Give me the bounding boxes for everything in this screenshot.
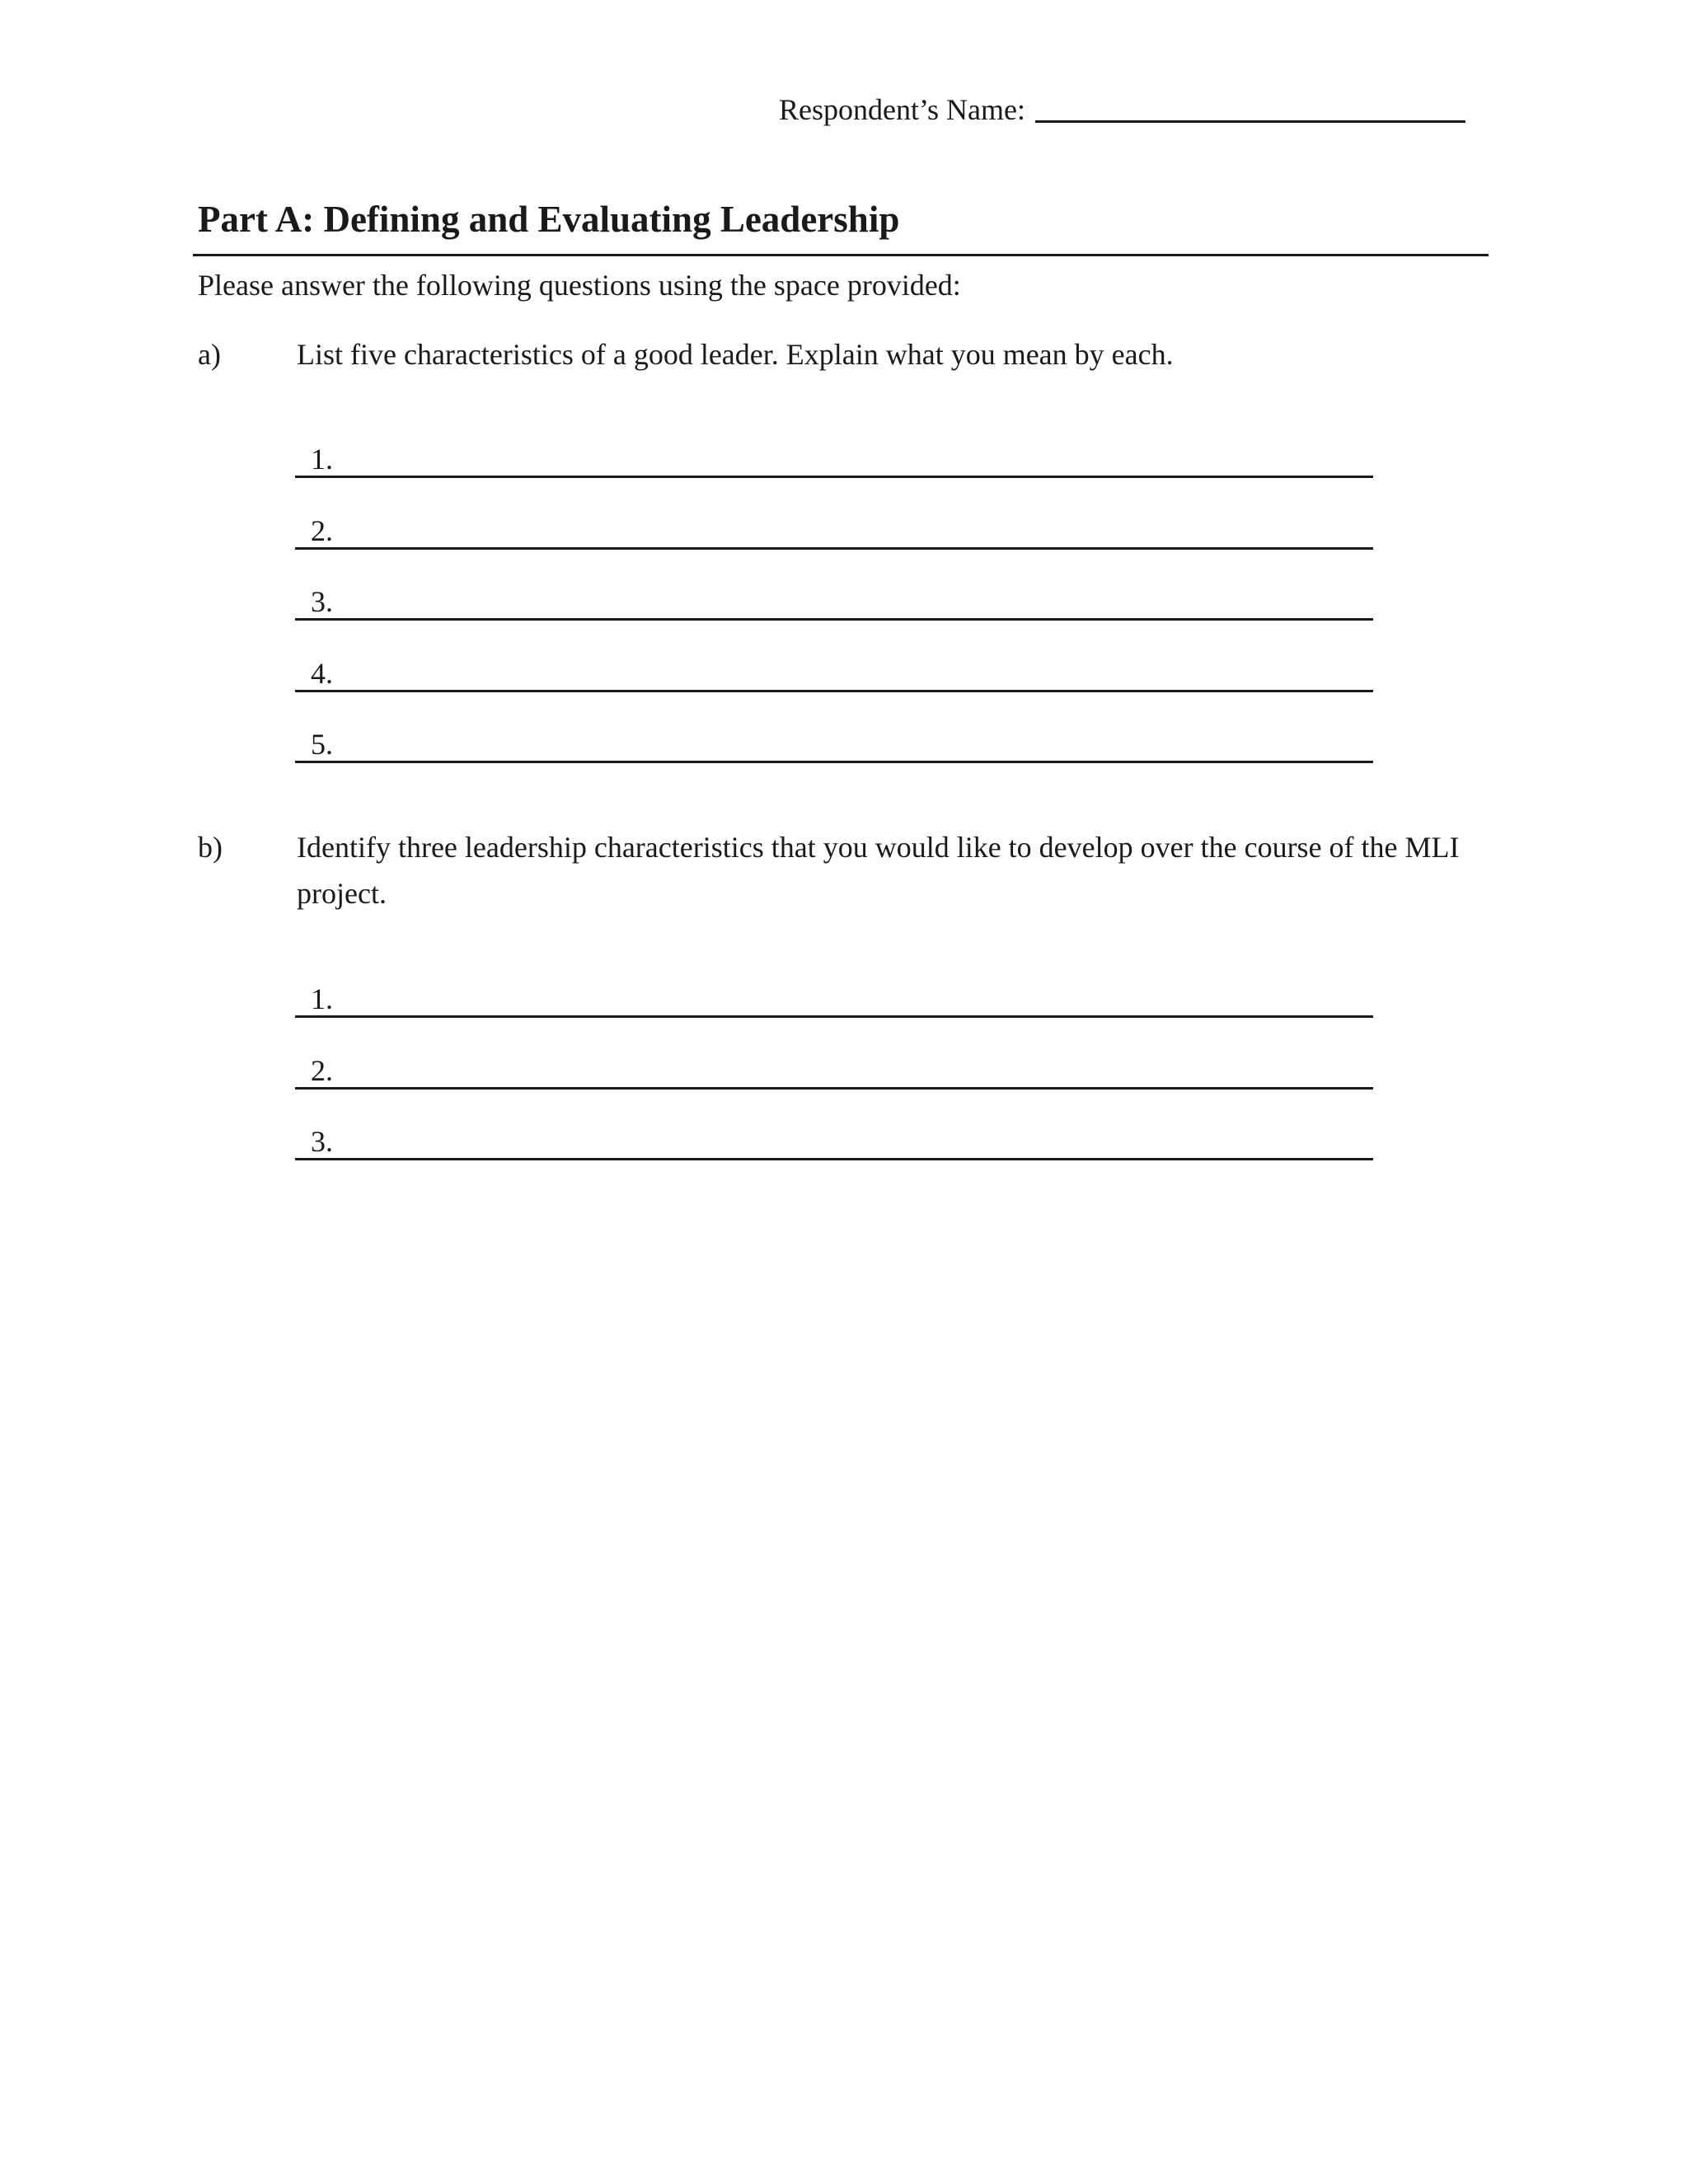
- answer-line-b-3[interactable]: [295, 1119, 1373, 1160]
- answer-line-b-2[interactable]: [295, 1048, 1373, 1090]
- question-text: Identify three leadership characteristics that you would like to develop over the course of the MLI project.: [297, 831, 1460, 910]
- question-letter: a): [198, 338, 221, 371]
- answer-line-a-3[interactable]: [295, 579, 1373, 621]
- answer-number: 1.: [311, 982, 333, 1015]
- question-a: [198, 331, 1492, 381]
- respondent-name-row: [779, 95, 1465, 124]
- answer-line-b-1[interactable]: [295, 977, 1373, 1018]
- part-title: Part A: Defining and Evaluating Leadership: [198, 199, 900, 240]
- answer-number: 5.: [311, 728, 333, 761]
- question-letter: b): [198, 831, 223, 864]
- answer-number: 3.: [311, 585, 333, 618]
- title-divider: [193, 254, 1489, 256]
- answer-line-a-2[interactable]: [295, 509, 1373, 550]
- respondent-name-label: Respondent’s Name:: [779, 93, 1025, 126]
- question-b: [198, 824, 1492, 923]
- answer-number: 2.: [311, 1054, 333, 1087]
- answer-number: 4.: [311, 657, 333, 690]
- answer-number: 1.: [311, 443, 333, 476]
- answer-line-a-5[interactable]: [295, 722, 1373, 763]
- answer-line-a-1[interactable]: [295, 437, 1373, 478]
- respondent-name-blank[interactable]: [1035, 120, 1465, 123]
- instructions-text: Please answer the following questions using the space provided:: [198, 269, 961, 302]
- question-text: List five characteristics of a good leader. Explain what you mean by each.: [297, 338, 1174, 371]
- answer-line-a-4[interactable]: [295, 651, 1373, 692]
- answer-number: 2.: [311, 514, 333, 547]
- answer-number: 3.: [311, 1125, 333, 1158]
